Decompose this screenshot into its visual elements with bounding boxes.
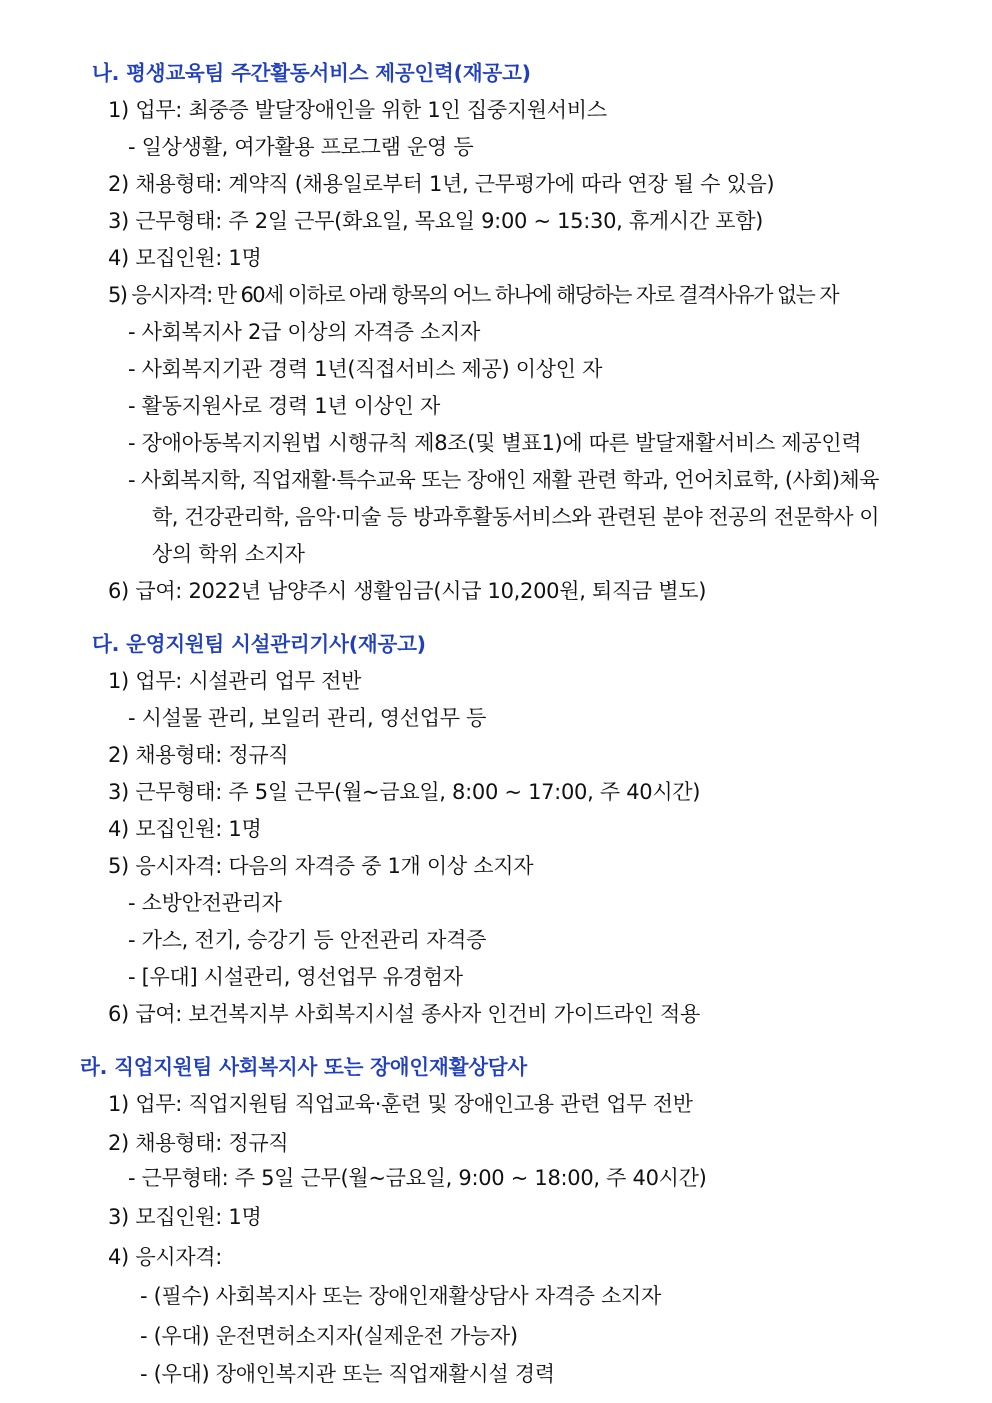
na-qualification: 5) 응시자격: 만 60세 이하로 아래 항목의 어느 하나에 해당하는 자로 결격사유가 없는 자 (108, 283, 838, 307)
na-qual-item: - 사회복지기관 경력 1년(직접서비스 제공) 이상인 자 (128, 357, 603, 381)
section-title-ra: 라. 직업지원팀 사회복지사 또는 장애인재활상담사 (80, 1055, 527, 1079)
na-employment: 2) 채용형태: 계약직 (채용일로부터 1년, 근무평가에 따라 연장 될 수 있음) (108, 172, 775, 196)
da-employment: 2) 채용형태: 정규직 (108, 743, 289, 767)
na-qual-continuation: 학, 건강관리학, 음악·미술 등 방과후활동서비스와 관련된 분야 전공의 전문학사 이 (152, 505, 880, 529)
da-work: 3) 근무형태: 주 5일 근무(월~금요일, 8:00 ~ 17:00, 주 40시간) (108, 780, 701, 804)
ra-duty: 1) 업무: 직업지원팀 직업교육·훈련 및 장애인고용 관련 업무 전반 (108, 1092, 693, 1116)
ra-qual-item: - (우대) 장애인복지관 또는 직업재활시설 경력 (140, 1362, 555, 1386)
ra-work-sub: - 근무형태: 주 5일 근무(월~금요일, 9:00 ~ 18:00, 주 40시간) (128, 1166, 707, 1190)
da-duty: 1) 업무: 시설관리 업무 전반 (108, 669, 362, 693)
ra-qual-item: - (우대) 운전면허소지자(실제운전 가능자) (140, 1324, 518, 1348)
da-salary: 6) 급여: 보건복지부 사회복지시설 종사자 인건비 가이드라인 적용 (108, 1002, 700, 1026)
na-qual-item: - 사회복지사 2급 이상의 자격증 소지자 (128, 320, 481, 344)
na-qual-item: - 사회복지학, 직업재활·특수교육 또는 장애인 재활 관련 학과, 언어치료학, (사회)체육 (128, 468, 879, 492)
da-duty-sub: - 시설물 관리, 보일러 관리, 영선업무 등 (128, 706, 487, 730)
na-salary: 6) 급여: 2022년 남양주시 생활임금(시급 10,200원, 퇴직금 별도) (108, 579, 707, 603)
ra-recruit: 3) 모집인원: 1명 (108, 1205, 262, 1229)
na-qual-continuation: 상의 학위 소지자 (152, 542, 305, 566)
section-title-da: 다. 운영지원팀 시설관리기사(재공고) (92, 632, 426, 656)
da-qualification: 5) 응시자격: 다음의 자격증 중 1개 이상 소지자 (108, 854, 534, 878)
na-work: 3) 근무형태: 주 2일 근무(화요일, 목요일 9:00 ~ 15:30, 휴게시간 포함) (108, 209, 764, 233)
na-qual-item: - 활동지원사로 경력 1년 이상인 자 (128, 394, 441, 418)
ra-qualification: 4) 응시자격: (108, 1245, 223, 1269)
da-recruit: 4) 모집인원: 1명 (108, 817, 262, 841)
ra-employment: 2) 채용형태: 정규직 (108, 1131, 289, 1155)
na-qual-item: - 장애아동복지지원법 시행규칙 제8조(및 별표1)에 따른 발달재활서비스 제공인력 (128, 431, 862, 455)
da-qual-item: - [우대] 시설관리, 영선업무 유경험자 (128, 965, 463, 989)
na-duty-sub: - 일상생활, 여가활용 프로그램 운영 등 (128, 135, 474, 159)
section-title-na: 나. 평생교육팀 주간활동서비스 제공인력(재공고) (92, 61, 531, 85)
ra-qual-item: - (필수) 사회복지사 또는 장애인재활상담사 자격증 소지자 (140, 1284, 661, 1308)
da-qual-item: - 소방안전관리자 (128, 891, 282, 915)
na-duty: 1) 업무: 최중증 발달장애인을 위한 1인 집중지원서비스 (108, 98, 607, 122)
na-recruit: 4) 모집인원: 1명 (108, 246, 262, 270)
da-qual-item: - 가스, 전기, 승강기 등 안전관리 자격증 (128, 928, 487, 952)
